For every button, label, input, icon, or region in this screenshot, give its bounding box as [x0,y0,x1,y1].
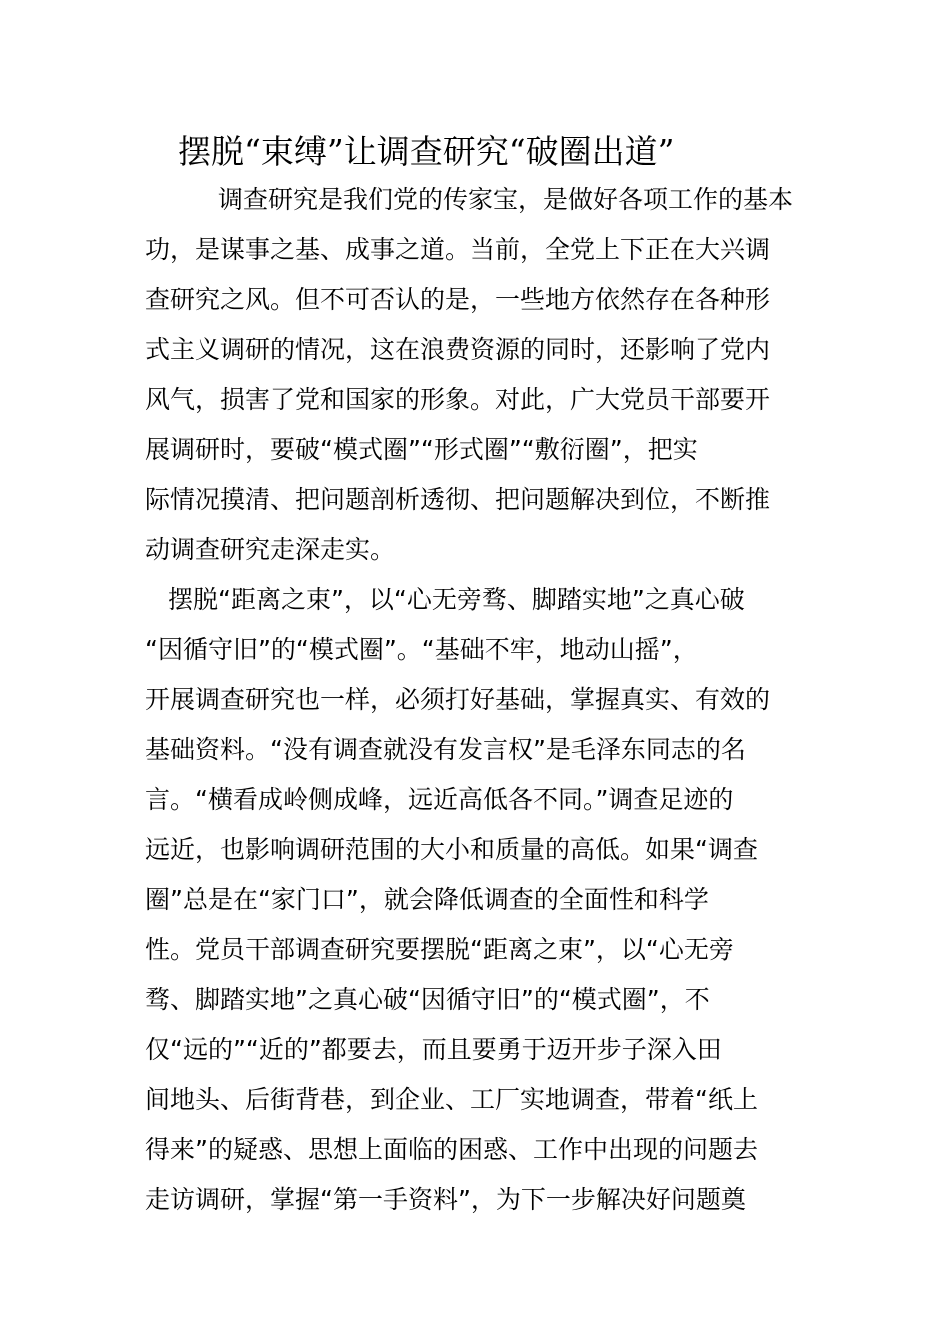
text-line: 查研究之风。但不可否认的是，一些地方依然存在各种形 [145,285,771,314]
text-line: 基础资料。“没有调查就没有发言权”是毛泽东同志的名 [145,735,746,764]
text-line: 功，是谋事之基、成事之道。当前，全党上下正在大兴调 [145,235,771,264]
text-line: 动调查研究走深走实。 [145,535,396,564]
text-line: 远近，也影响调研范围的大小和质量的高低。如果“调查 [145,835,758,864]
text-line: 走访调研，掌握“第一手资料”，为下一步解决好问题奠 [145,1185,746,1214]
text-line: “因循守旧”的“模式圈”。“基础不牢，地动山摇”， [145,635,698,664]
text-line: 际情况摸清、把问题剖析透彻、把问题解决到位，不断推 [145,485,771,514]
text-line: 开展调查研究也一样，必须打好基础，掌握真实、有效的 [145,685,771,714]
text-line: 骛、脚踏实地”之真心破“因循守旧”的“模式圈”，不 [145,985,710,1014]
text-line: 式主义调研的情况，这在浪费资源的同时，还影响了党内 [145,335,771,364]
text-line: 调查研究是我们党的传家宝，是做好各项工作的基本 [218,185,794,214]
text-line: 间地头、后街背巷，到企业、工厂实地调查，带着“纸上 [145,1085,758,1114]
text-line: 仅“远的”“近的”都要去，而且要勇于迈开步子深入田 [145,1035,722,1064]
text-line: 展调研时，要破“模式圈”“形式圈”“敷衍圈”，把实 [145,435,698,464]
text-line: 言。“横看成岭侧成峰，远近高低各不同。”调查足迹的 [145,785,734,814]
text-line: 得来”的疑惑、思想上面临的困惑、工作中出现的问题去 [145,1135,758,1164]
text-line: 圈”总是在“家门口”，就会降低调查的全面性和科学 [145,885,709,914]
text-line: 摆脱“距离之束”，以“心无旁骛、脚踏实地”之真心破 [168,585,745,614]
article-title: 摆脱“束缚”让调查研究“破圈出道” [178,132,675,171]
text-line: 性。党员干部调查研究要摆脱“距离之束”，以“心无旁 [145,935,734,964]
text-line: 风气，损害了党和国家的形象。对此，广大党员干部要开 [145,385,771,414]
